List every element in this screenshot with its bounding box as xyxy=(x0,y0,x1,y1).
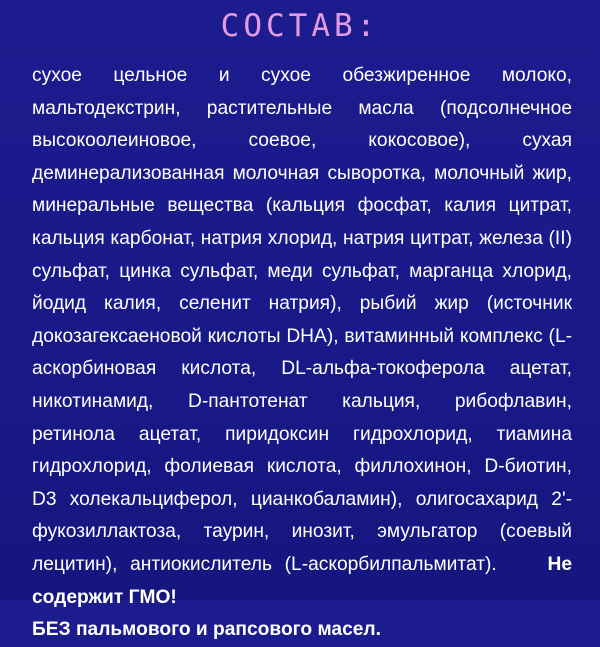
composition-text-block xyxy=(32,60,572,647)
palm-rapeseed-free-note: БЕЗ пальмового и рапсового масел. xyxy=(32,619,381,641)
gmo-free-note: Не содержит ГМО! xyxy=(32,553,572,608)
composition-title: СОСТАВ: xyxy=(220,8,380,44)
ingredients-list: сухое цельное и сухое обезжиренное молоко, мальтодекстрин, растительные масла (подсолнечное высокоолеиновое, соевое, кокосовое), сухая деминерализованная молочная сыворотка, молочный жир, минеральные вещества (кальция фосфат, калия цитрат, кальция карбонат, натрия хлорид, натрия цитрат, железа (II) сульфат, цинка сульфат, меди сульфат, марганца хлорид, йодид калия, селенит натрия), рыбий жир (источник докозагексаеновой кислоты DHA), витаминный комплекс (L-аскорбиновая кислота, DL-альфа-токоферола ацетат, никотинамид, D-пантотенат кальция, рибофлавин, ретинола ацетат, пиридоксин гидрохлорид, тиамина гидрохлорид, фолиевая кислота, филлохинон, D-биотин, D3 холекальциферол, цианкобаламин), олигосахарид 2'-фукозиллактоза, таурин, инозит, эмульгатор (соевый лецитин), антиокислитель (L-аскорбилпальмитат). xyxy=(32,65,572,575)
